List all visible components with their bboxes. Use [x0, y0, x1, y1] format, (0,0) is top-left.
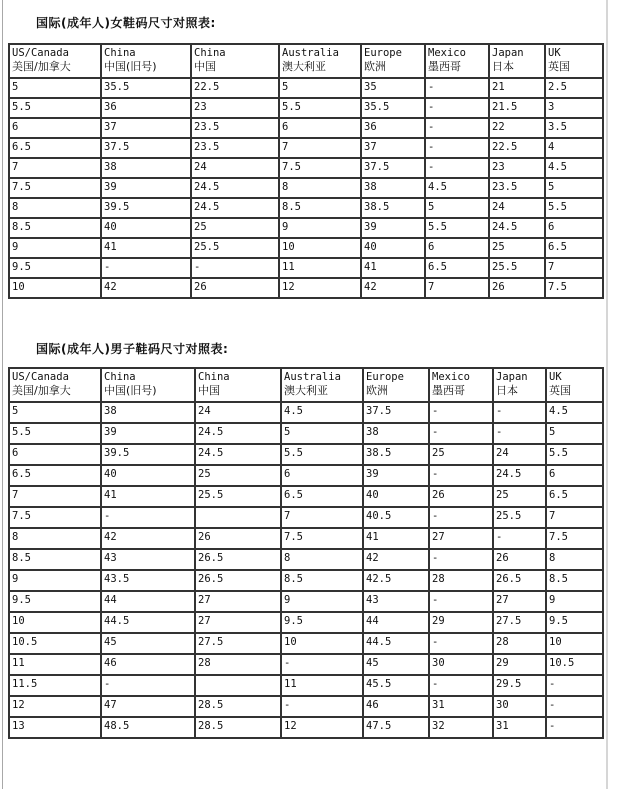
column-header	[195, 368, 281, 402]
table-cell: 6	[9, 118, 101, 138]
table-row	[9, 570, 603, 591]
table-row	[9, 486, 603, 507]
table-cell: 9.5	[546, 612, 603, 633]
table-cell: 10	[281, 633, 363, 654]
table-cell: -	[429, 423, 493, 444]
table-cell: 6.5	[9, 465, 101, 486]
table-cell: 39.5	[101, 198, 191, 218]
table-cell: -	[425, 98, 489, 118]
table-cell: 4	[545, 138, 603, 158]
table-cell: 25.5	[191, 238, 279, 258]
table-cell: -	[101, 675, 195, 696]
column-header-en: China	[104, 371, 136, 383]
table-header-row	[9, 368, 603, 402]
table-row	[9, 118, 603, 138]
column-header-zh: 美国/加拿大	[12, 60, 71, 73]
table-cell: 6.5	[545, 238, 603, 258]
table-cell: 30	[493, 696, 546, 717]
table-cell: 8	[9, 198, 101, 218]
table-cell: 37	[101, 118, 191, 138]
column-header	[361, 44, 425, 78]
table-cell: 5	[9, 402, 101, 423]
table-cell: 10	[9, 278, 101, 298]
table-cell: 6	[9, 444, 101, 465]
table-cell: 13	[9, 717, 101, 738]
table-cell: 39.5	[101, 444, 195, 465]
table-cell: 11	[279, 258, 361, 278]
table-cell: 24.5	[195, 423, 281, 444]
column-header-zh: 澳大利亚	[284, 384, 328, 397]
table-cell: 10	[546, 633, 603, 654]
column-header-zh: 墨西哥	[432, 384, 465, 397]
table-row	[9, 238, 603, 258]
table-cell: 38	[101, 158, 191, 178]
table-cell: 27.5	[493, 612, 546, 633]
table-cell: -	[493, 402, 546, 423]
table-cell: 30	[429, 654, 493, 675]
table-cell: 6.5	[546, 486, 603, 507]
column-header	[191, 44, 279, 78]
table-cell: 7	[9, 158, 101, 178]
table-row	[9, 198, 603, 218]
column-header-en: Australia	[284, 371, 341, 383]
table-cell: 7.5	[281, 528, 363, 549]
table-cell: 43	[101, 549, 195, 570]
table-cell: 5.5	[279, 98, 361, 118]
table-cell: 44	[363, 612, 429, 633]
table-cell: 27	[429, 528, 493, 549]
table-cell: 7.5	[9, 507, 101, 528]
table-cell: 24	[489, 198, 545, 218]
table-cell: 42	[101, 278, 191, 298]
table-cell: 22.5	[489, 138, 545, 158]
table-cell: 24.5	[191, 178, 279, 198]
table-cell: 5.5	[425, 218, 489, 238]
table-cell: 43	[363, 591, 429, 612]
table-cell: 42	[363, 549, 429, 570]
table-cell: 28	[195, 654, 281, 675]
table-cell: 41	[101, 486, 195, 507]
table-cell: 47.5	[363, 717, 429, 738]
table-cell: 48.5	[101, 717, 195, 738]
table-cell: 26.5	[195, 549, 281, 570]
table-cell: 45	[363, 654, 429, 675]
table-cell: 25	[191, 218, 279, 238]
table-cell: 24	[195, 402, 281, 423]
column-header-zh: 美国/加拿大	[12, 384, 71, 397]
table-cell: 26.5	[493, 570, 546, 591]
table-cell: 8.5	[279, 198, 361, 218]
table-cell: 27	[195, 591, 281, 612]
table-cell: -	[429, 507, 493, 528]
table-cell: 36	[361, 118, 425, 138]
table-cell: -	[425, 158, 489, 178]
column-header	[363, 368, 429, 402]
column-header	[101, 44, 191, 78]
column-header	[281, 368, 363, 402]
table-cell: 38	[361, 178, 425, 198]
table-cell: -	[425, 138, 489, 158]
table-cell: -	[429, 675, 493, 696]
table-cell: 5	[9, 78, 101, 98]
table-cell: 5	[279, 78, 361, 98]
column-header-en: Japan	[496, 371, 528, 383]
table-cell: 2.5	[545, 78, 603, 98]
table-cell: 12	[281, 717, 363, 738]
column-header-zh: 欧洲	[366, 384, 388, 397]
table-cell: 8.5	[9, 549, 101, 570]
table-row	[9, 402, 603, 423]
table-row	[9, 465, 603, 486]
table-cell: 32	[429, 717, 493, 738]
table-cell	[195, 507, 281, 528]
column-header-zh: 中国	[194, 60, 216, 73]
table-cell: 3.5	[545, 118, 603, 138]
table-cell: 28.5	[195, 696, 281, 717]
table-cell: 40	[361, 238, 425, 258]
table-cell: 37	[361, 138, 425, 158]
table-cell: 24	[191, 158, 279, 178]
table-cell: 29.5	[493, 675, 546, 696]
table-cell: 37.5	[101, 138, 191, 158]
table-cell	[195, 675, 281, 696]
table-cell: 10	[279, 238, 361, 258]
table-cell: -	[493, 528, 546, 549]
table-cell: 5.5	[281, 444, 363, 465]
table-cell: 25.5	[493, 507, 546, 528]
table-header-row	[9, 44, 603, 78]
table-cell: 45.5	[363, 675, 429, 696]
table-cell: 42	[361, 278, 425, 298]
table-cell: 44.5	[363, 633, 429, 654]
table-cell: 35.5	[101, 78, 191, 98]
table-row	[9, 423, 603, 444]
table-cell: 26	[195, 528, 281, 549]
table-cell: 39	[101, 423, 195, 444]
table-row	[9, 78, 603, 98]
column-header	[425, 44, 489, 78]
table-cell: 37.5	[361, 158, 425, 178]
table-cell: 26	[191, 278, 279, 298]
table-cell: 23	[191, 98, 279, 118]
table-cell: 25.5	[489, 258, 545, 278]
table-cell: 5.5	[545, 198, 603, 218]
table-cell: 8.5	[9, 218, 101, 238]
table-cell: -	[546, 696, 603, 717]
table-row	[9, 591, 603, 612]
table-cell: 9.5	[9, 591, 101, 612]
table-cell: 25	[195, 465, 281, 486]
table-cell: 41	[363, 528, 429, 549]
column-header	[101, 368, 195, 402]
table-cell: 7	[546, 507, 603, 528]
table-cell: 5	[546, 423, 603, 444]
table-cell: 35.5	[361, 98, 425, 118]
table-row	[9, 507, 603, 528]
table-cell: 25	[489, 238, 545, 258]
column-header-en: Europe	[366, 371, 404, 383]
table-cell: 38	[363, 423, 429, 444]
column-header-en: China	[198, 371, 230, 383]
table-cell: 46	[101, 654, 195, 675]
men-size-table	[8, 367, 604, 739]
table-cell: 44.5	[101, 612, 195, 633]
column-header	[545, 44, 603, 78]
table-row	[9, 696, 603, 717]
table-cell: 6	[425, 238, 489, 258]
table-cell: 5.5	[9, 98, 101, 118]
table-cell: 31	[493, 717, 546, 738]
table-cell: 10	[9, 612, 101, 633]
table-row	[9, 98, 603, 118]
table-cell: -	[429, 591, 493, 612]
table-cell: -	[101, 258, 191, 278]
table-cell: 21	[489, 78, 545, 98]
table-cell: 6	[545, 218, 603, 238]
table-cell: -	[493, 423, 546, 444]
table-cell: 38.5	[363, 444, 429, 465]
table-cell: 9	[279, 218, 361, 238]
table-cell: 36	[101, 98, 191, 118]
column-header	[489, 44, 545, 78]
table-cell: 29	[493, 654, 546, 675]
table-cell: 9	[9, 238, 101, 258]
column-header-zh: 英国	[549, 384, 571, 397]
table-cell: 4.5	[425, 178, 489, 198]
table-cell: 7.5	[546, 528, 603, 549]
table-row	[9, 717, 603, 738]
table-cell: 24.5	[493, 465, 546, 486]
table-cell: 7.5	[9, 178, 101, 198]
table-cell: 6.5	[9, 138, 101, 158]
table-cell: 26	[429, 486, 493, 507]
column-header-en: US/Canada	[12, 47, 69, 59]
table-cell: 23.5	[191, 138, 279, 158]
table-cell: 9.5	[281, 612, 363, 633]
table-cell: 7.5	[545, 278, 603, 298]
table-cell: 41	[101, 238, 191, 258]
table-cell: 26.5	[195, 570, 281, 591]
table-cell: 28	[429, 570, 493, 591]
table-cell: 39	[101, 178, 191, 198]
column-header-zh: 中国(旧号)	[104, 60, 157, 73]
table-cell: 24.5	[489, 218, 545, 238]
table-row	[9, 528, 603, 549]
column-header-en: UK	[548, 47, 561, 59]
table-cell: 22.5	[191, 78, 279, 98]
table-cell: 11	[281, 675, 363, 696]
table-cell: 43.5	[101, 570, 195, 591]
table-cell: 9	[546, 591, 603, 612]
table-cell: 9.5	[9, 258, 101, 278]
table-cell: 4.5	[545, 158, 603, 178]
women-size-table	[8, 43, 604, 299]
table-cell: 23.5	[191, 118, 279, 138]
table-cell: 9	[9, 570, 101, 591]
table-cell: 40	[363, 486, 429, 507]
table-cell: 39	[363, 465, 429, 486]
table-row	[9, 218, 603, 238]
column-header-en: China	[104, 47, 136, 59]
table-cell: 12	[279, 278, 361, 298]
table-cell: 46	[363, 696, 429, 717]
table-cell: 25.5	[195, 486, 281, 507]
table-cell: 12	[9, 696, 101, 717]
table-cell: 42.5	[363, 570, 429, 591]
table-cell: 10.5	[546, 654, 603, 675]
table-cell: 29	[429, 612, 493, 633]
table-cell: 23.5	[489, 178, 545, 198]
column-header-zh: 日本	[492, 60, 514, 73]
table-cell: -	[191, 258, 279, 278]
column-header-zh: 澳大利亚	[282, 60, 326, 73]
table-cell: 6.5	[281, 486, 363, 507]
men-size-chart-title: 国际(成年人)男子鞋码尺寸对照表:	[36, 342, 229, 356]
table-cell: 39	[361, 218, 425, 238]
column-header-zh: 中国	[198, 384, 220, 397]
table-cell: 28.5	[195, 717, 281, 738]
table-cell: 47	[101, 696, 195, 717]
column-header-zh: 英国	[548, 60, 570, 73]
table-cell: 28	[493, 633, 546, 654]
table-cell: 11.5	[9, 675, 101, 696]
table-row	[9, 612, 603, 633]
table-cell: -	[281, 696, 363, 717]
table-cell: 8.5	[546, 570, 603, 591]
table-cell: -	[429, 633, 493, 654]
column-header	[546, 368, 603, 402]
table-cell: -	[429, 465, 493, 486]
table-cell: 45	[101, 633, 195, 654]
table-cell: 7	[281, 507, 363, 528]
table-cell: 7	[425, 278, 489, 298]
table-cell: 8	[546, 549, 603, 570]
table-cell: 26	[489, 278, 545, 298]
table-cell: 5	[545, 178, 603, 198]
table-cell: 7	[279, 138, 361, 158]
column-header-en: China	[194, 47, 226, 59]
column-header-en: UK	[549, 371, 562, 383]
table-cell: 27	[195, 612, 281, 633]
table-cell: 8	[279, 178, 361, 198]
table-cell: 40.5	[363, 507, 429, 528]
table-cell: 31	[429, 696, 493, 717]
table-cell: 9	[281, 591, 363, 612]
table-cell: 8	[9, 528, 101, 549]
table-cell: 27	[493, 591, 546, 612]
table-row	[9, 633, 603, 654]
table-cell: 26	[493, 549, 546, 570]
table-cell: 6.5	[425, 258, 489, 278]
table-cell: 5	[281, 423, 363, 444]
table-cell: 25	[429, 444, 493, 465]
table-cell: 44	[101, 591, 195, 612]
column-header-zh: 日本	[496, 384, 518, 397]
table-cell: -	[425, 118, 489, 138]
table-cell: 8	[281, 549, 363, 570]
column-header-en: Japan	[492, 47, 524, 59]
column-header-en: Mexico	[428, 47, 466, 59]
table-cell: 8.5	[281, 570, 363, 591]
table-cell: -	[429, 549, 493, 570]
column-header	[429, 368, 493, 402]
table-cell: 23	[489, 158, 545, 178]
table-cell: 5.5	[546, 444, 603, 465]
table-cell: 6	[546, 465, 603, 486]
column-header-zh: 中国(旧号)	[104, 384, 157, 397]
table-row	[9, 178, 603, 198]
table-row	[9, 138, 603, 158]
page-left-border	[2, 0, 3, 789]
column-header	[279, 44, 361, 78]
table-cell: 5	[425, 198, 489, 218]
table-cell: 4.5	[546, 402, 603, 423]
table-cell: 27.5	[195, 633, 281, 654]
column-header-en: Europe	[364, 47, 402, 59]
column-header-en: Australia	[282, 47, 339, 59]
table-cell: -	[425, 78, 489, 98]
table-row	[9, 278, 603, 298]
column-header-zh: 欧洲	[364, 60, 386, 73]
table-cell: 41	[361, 258, 425, 278]
table-cell: 7	[545, 258, 603, 278]
table-cell: 24.5	[195, 444, 281, 465]
table-cell: 35	[361, 78, 425, 98]
table-cell: 6	[281, 465, 363, 486]
table-cell: 7	[9, 486, 101, 507]
table-cell: -	[546, 717, 603, 738]
column-header-en: US/Canada	[12, 371, 69, 383]
table-cell: 40	[101, 218, 191, 238]
page-right-scrollbar-edge	[606, 0, 608, 789]
table-cell: 7.5	[279, 158, 361, 178]
table-cell: 3	[545, 98, 603, 118]
table-cell: 40	[101, 465, 195, 486]
table-cell: 37.5	[363, 402, 429, 423]
table-cell: -	[101, 507, 195, 528]
table-cell: 24	[493, 444, 546, 465]
table-cell: 42	[101, 528, 195, 549]
table-cell: 24.5	[191, 198, 279, 218]
table-row	[9, 654, 603, 675]
table-cell: 6	[279, 118, 361, 138]
column-header	[493, 368, 546, 402]
table-cell: 10.5	[9, 633, 101, 654]
table-row	[9, 158, 603, 178]
table-cell: 38.5	[361, 198, 425, 218]
table-cell: 38	[101, 402, 195, 423]
table-row	[9, 549, 603, 570]
column-header-en: Mexico	[432, 371, 470, 383]
table-cell: 4.5	[281, 402, 363, 423]
column-header-zh: 墨西哥	[428, 60, 461, 73]
column-header	[9, 368, 101, 402]
table-row	[9, 675, 603, 696]
table-cell: 25	[493, 486, 546, 507]
women-size-chart-title: 国际(成年人)女鞋码尺寸对照表:	[36, 16, 216, 30]
table-cell: -	[546, 675, 603, 696]
table-row	[9, 444, 603, 465]
table-cell: 11	[9, 654, 101, 675]
table-row	[9, 258, 603, 278]
table-cell: -	[429, 402, 493, 423]
table-cell: -	[281, 654, 363, 675]
column-header	[9, 44, 101, 78]
table-cell: 5.5	[9, 423, 101, 444]
table-cell: 21.5	[489, 98, 545, 118]
table-cell: 22	[489, 118, 545, 138]
